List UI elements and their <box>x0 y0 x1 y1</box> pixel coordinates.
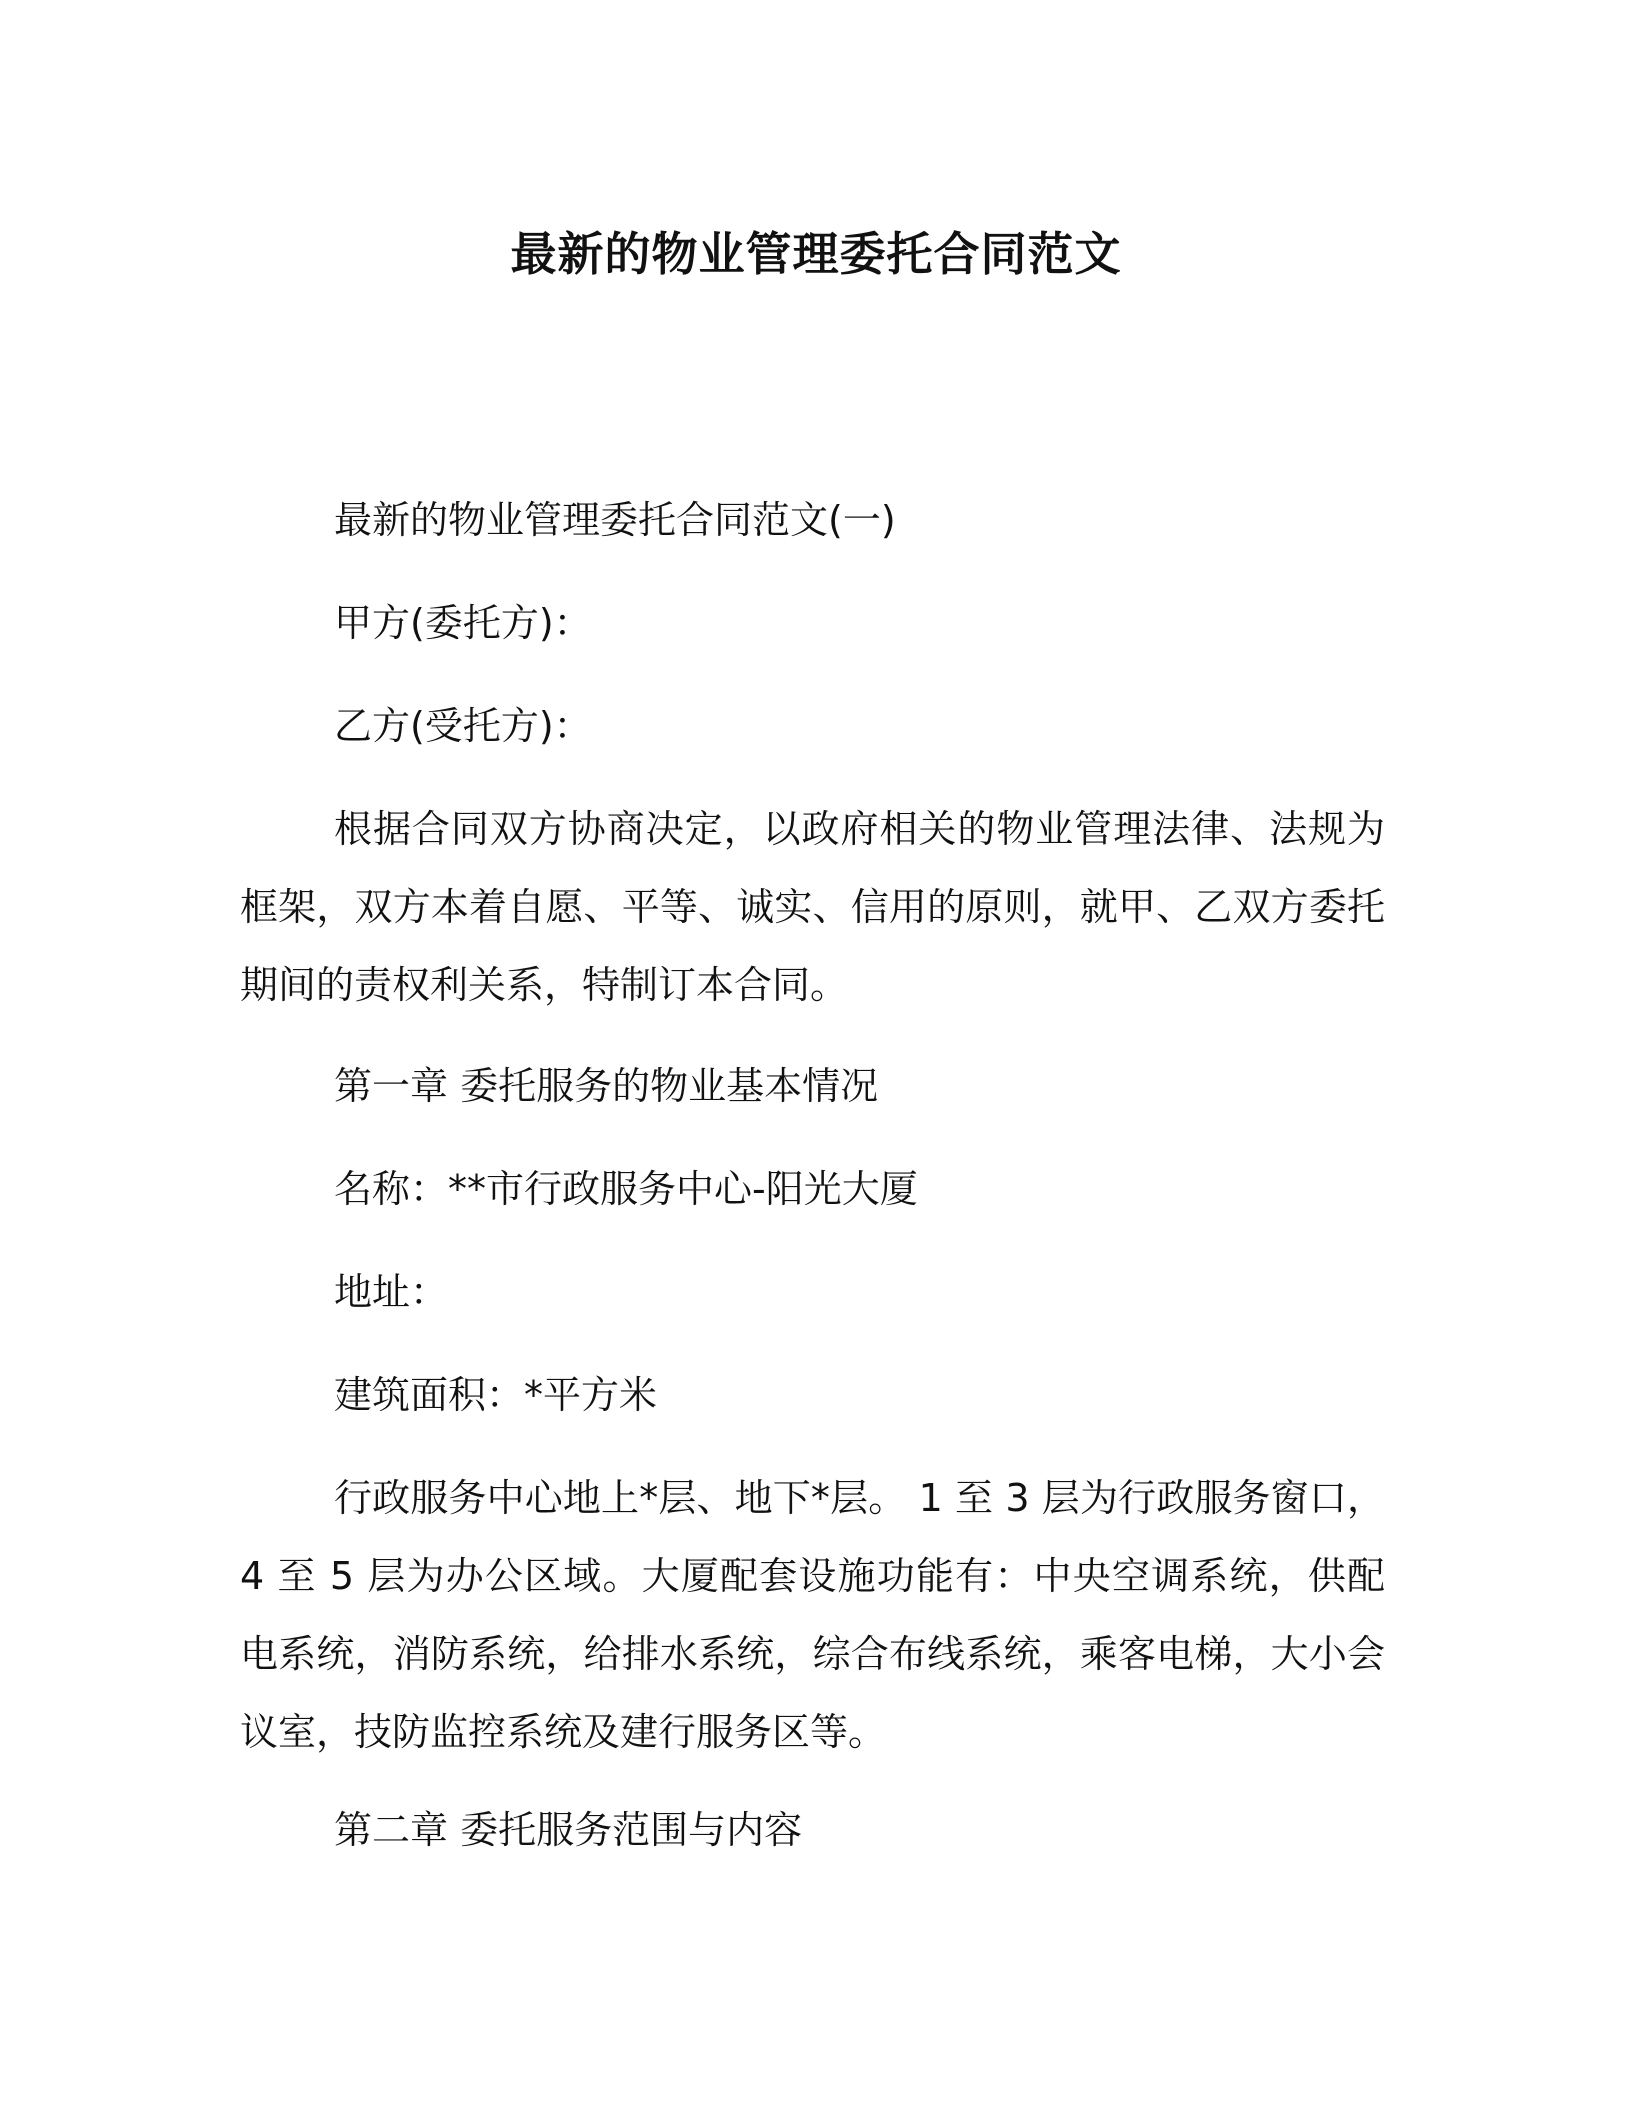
contract-subtitle: 最新的物业管理委托合同范文(一) <box>334 498 896 542</box>
property-name-line: 名称：**市行政服务中心-阳光大厦 <box>334 1167 918 1211</box>
chapter-2-heading: 第二章 委托服务范围与内容 <box>334 1808 803 1852</box>
chapter-1-heading: 第一章 委托服务的物业基本情况 <box>334 1064 879 1108</box>
property-address-line: 地址： <box>334 1270 449 1314</box>
party-a-line: 甲方(委托方)： <box>334 601 592 645</box>
document-title: 最新的物业管理委托合同范文 <box>510 227 1122 281</box>
intro-paragraph: 根据合同双方协商决定，以政府相关的物业管理法律、法规为框架，双方本着自愿、平等、诚实、信用的原则，就甲、乙双方委托期间的责权利关系，特制订本合同。 <box>240 807 1385 1007</box>
building-area-line: 建筑面积：*平方米 <box>334 1373 658 1417</box>
party-b-line: 乙方(受托方)： <box>334 704 592 748</box>
building-description-paragraph: 行政服务中心地上*层、地下*层。 1 至 3 层为行政服务窗口，4 至 5 层为办公区域。大厦配套设施功能有：中央空调系统，供配电系统，消防系统，给排水系统，综合布线系统，乘客电梯，大小会议室，技防监控系统及建行服务区等。 <box>240 1476 1385 1754</box>
